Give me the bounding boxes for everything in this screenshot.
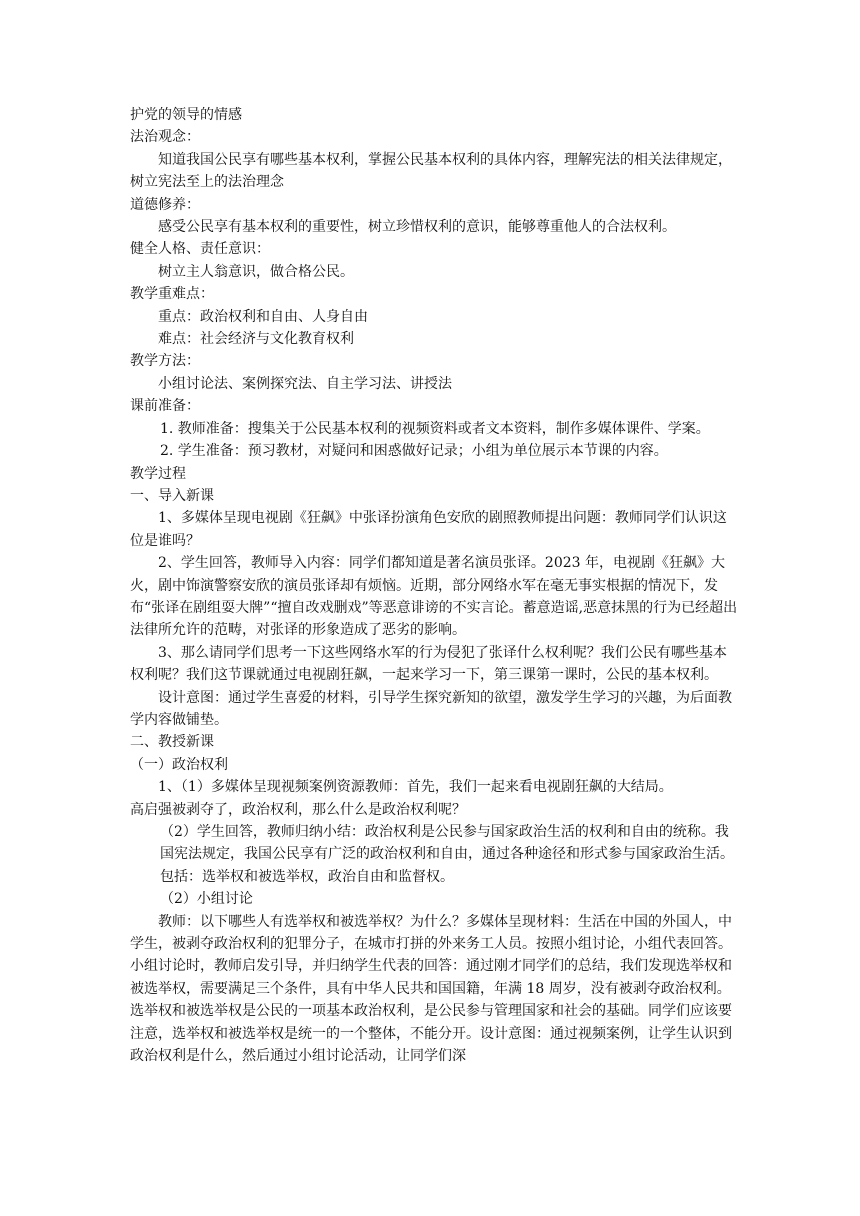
section-heading: 一、导入新课 [130, 487, 214, 504]
paragraph: 难点：社会经济与文化教育权利 [158, 331, 354, 348]
section-heading: 道德修养： [130, 196, 200, 213]
section-heading: 二、教授新课 [130, 734, 214, 751]
paragraph: 3、那么请同学们思考一下这些网络水军的行为侵犯了张译什么权利呢？我们公民有哪些基本权利呢？我们这节课就通过电视剧狂飙，一起来学习一下，第三课第一课时，公民的基本权利。 [130, 644, 727, 684]
paragraph: 1. 教师准备：搜集关于公民基本权利的视频资料或者文本资料，制作多媒体课件、学案。 [160, 420, 710, 437]
paragraph: 设计意图：通过学生喜爱的材料，引导学生探究新知的欲望，激发学生学习的兴趣，为后面教学内容做铺垫。 [130, 689, 732, 728]
section-heading: 教学过程 [130, 465, 186, 482]
paragraph: 1、（1）多媒体呈现视频案例资源教师：首先，我们一起来看电视剧狂飙的大结局。 [158, 779, 673, 796]
section-heading: 教学重难点： [130, 286, 214, 303]
paragraph: 1、多媒体呈现电视剧《狂飙》中张译扮演角色安欣的剧照教师提出问题：教师同学们认识这位是谁吗？ [130, 510, 727, 549]
section-heading: 课前准备： [130, 398, 200, 415]
section-heading: 教学方法： [130, 353, 200, 370]
paragraph: 教师：以下哪些人有选举权和被选举权？为什么？多媒体呈现材料：生活在中国的外国人，中学生，被剥夺政治权利的犯罪分子，在城市打拼的外来务工人员。按照小组讨论，小组代表回答。小组讨论时，教师启发引导，并归纳学生代表的回答：通过刚才同学们的总结，我们发现选举权和被选举权，需要满足三个条件，具有中华人民共和国国籍，年满 18 周岁，没有被剥夺政治权利。选举权和被选举权是公民的一项基本政治权利，是公民参与管理国家和社会的基础。同学们应该要注意，选举权和被选举权是统一的一个整体，不能分开。设计意图：通过视频案例，让学生认识到政治权利是什么，然后通过小组讨论活动，让同学们深 [130, 913, 732, 1065]
paragraph: 小组讨论法、案例探究法、自主学习法、讲授法 [158, 375, 452, 392]
section-heading: 健全人格、责任意识： [130, 241, 270, 258]
section-heading: 法治观念： [130, 129, 200, 146]
paragraph: 2. 学生准备：预习教材，对疑问和困惑做好记录；小组为单位展示本节课的内容。 [160, 443, 668, 460]
document-page [130, 104, 740, 1067]
section-heading: （一）政治权利 [130, 756, 228, 773]
paragraph: （2）小组讨论 [160, 891, 253, 908]
paragraph: 2、学生回答，教师导入内容：同学们都知道是著名演员张译。2023 年，电视剧《狂飙》大火，剧中饰演警察安欣的演员张译却有烦恼。近期，部分网络水军在毫无事实根据的情况下，发布“张译在剧组耍大牌”“擅自改戏删戏”等恶意诽谤的不实言论。蓄意造谣,恶意抹黑的行为已经超出法律所允许的范畴，对张译的形象造成了恶劣的影响。 [130, 555, 738, 639]
paragraph: 感受公民享有基本权利的重要性，树立珍惜权利的意识，能够尊重他人的合法权利。 [158, 219, 676, 236]
paragraph: 重点：政治权利和自由、人身自由 [158, 308, 368, 325]
paragraph: 知道我国公民享有哪些基本权利，掌握公民基本权利的具体内容，理解宪法的相关法律规定，树立宪法至上的法治理念 [130, 151, 732, 191]
paragraph: 高启强被剥夺了，政治权利，那么什么是政治权利呢？ [130, 801, 466, 818]
paragraph: 树立主人翁意识，做合格公民。 [158, 263, 354, 280]
paragraph: 护党的领导的情感 [130, 107, 242, 123]
paragraph: （2）学生回答，教师归纳小结：政治权利是公民参与国家政治生活的权利和自由的统称。我国宪法规定，我国公民享有广泛的政治权利和自由，通过各种途径和形式参与国家政治生活。包括：选举权和被选举权，政治自由和监督权。 [160, 824, 734, 885]
